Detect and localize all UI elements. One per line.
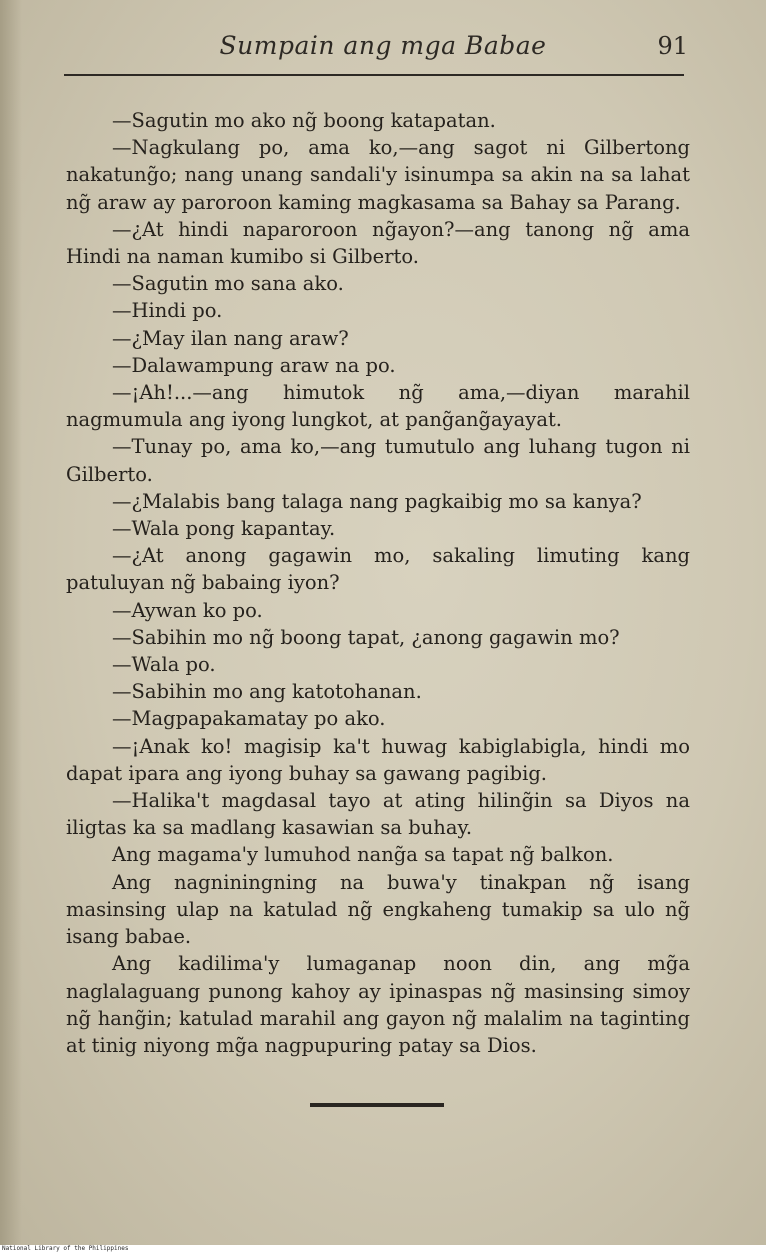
page-edge-shadow	[0, 0, 22, 1245]
page-number: 91	[657, 32, 688, 60]
paragraph: —Magpapakamatay po ako.	[112, 707, 386, 731]
paragraph: —¿At anong gagawin mo, sakaling limuting kang patuluyan ng̃ babaing iyon?	[66, 544, 690, 595]
paragraph: —Sagutin mo ako ng̃ boong katapatan.	[112, 109, 496, 132]
paragraph: —Wala pong kapantay.	[112, 517, 336, 541]
paragraph: —¿May ilan nang araw?	[112, 326, 349, 350]
paragraph: —Halika't magdasal tayo at ating hiling̃in sa Diyos na iligtas ka sa madlang kasawian sa buhay.	[66, 789, 690, 840]
paragraph: —Hindi po.	[112, 299, 223, 323]
paragraph: —Tunay po, ama ko,—ang tumutulo ang luhang tugon ni Gilberto.	[66, 435, 690, 486]
chapter-end-rule	[310, 1103, 444, 1107]
paragraph: —¿At hindi naparoroon ng̃ayon?—ang tanong ng̃ ama Hindi na naman kumibo si Gilberto.	[66, 217, 690, 269]
footer-credit: National Library of the Philippines	[0, 1245, 766, 1253]
paragraph: —Dalawampung araw na po.	[112, 353, 396, 377]
paragraph: —¿Malabis bang talaga nang pagkaibig mo sa kanya?	[112, 489, 642, 513]
paragraph: Ang nagniningning na buwa'y tinakpan ng̃ isang masinsing ulap na katulad ng̃ engkaheng tumakip sa ulo ng̃ isang babae.	[66, 870, 690, 949]
paragraph: —Wala po.	[112, 653, 216, 677]
paragraph: Ang magama'y lumuhod nang̃a sa tapat ng̃ balkon.	[112, 843, 614, 867]
paragraph: —Sabihin mo ng̃ boong tapat, ¿anong gagawin mo?	[112, 625, 620, 649]
paragraph: —Nagkulang po, ama ko,—ang sagot ni Gilbertong nakatung̃o; nang unang sandali'y isinumpa sa akin na sa lahat ng̃ araw ay paroroon kaming magkasama sa Bahay sa Parang.	[66, 136, 690, 214]
paragraph: Ang kadilima'y lumaganap noon din, ang mg̃a naglalaguang punong kahoy ay ipinaspas ng̃ masinsing simoy ng̃ hang̃in; katulad marahil ang gayon ng̃ malalim na taginting at tinig niyong mg̃a nagpupuring patay sa Dios.	[66, 952, 690, 1057]
paragraph: —Aywan ko po.	[112, 598, 263, 622]
running-title: Sumpain ang mga Babae	[219, 31, 547, 60]
header-rule	[64, 74, 684, 76]
paragraph: —¡Anak ko! magisip ka't huwag kabiglabigla, hindi mo dapat ipara ang iyong buhay sa gawang pagibig.	[66, 734, 690, 785]
paragraph: —Sagutin mo sana ako.	[112, 272, 344, 296]
paragraph: —¡Ah!...—ang himutok ng̃ ama,—diyan marahil nagmumula ang iyong lungkot, at pang̃ang̃ayayat.	[66, 381, 690, 432]
paragraph: —Sabihin mo ang katotohanan.	[112, 680, 422, 704]
body-text	[66, 107, 690, 1059]
